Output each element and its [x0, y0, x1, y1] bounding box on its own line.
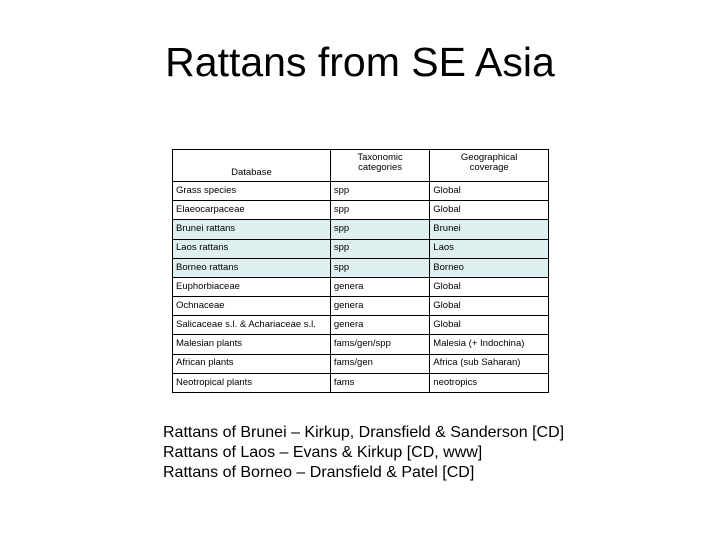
cell-taxonomic: spp — [330, 220, 429, 239]
cell-taxonomic: fams/gen/spp — [330, 335, 429, 354]
page-title: Rattans from SE Asia — [165, 39, 555, 85]
cell-database: Ochnaceae — [173, 297, 331, 316]
cell-database: African plants — [173, 354, 331, 373]
cell-database: Salicaceae s.l. & Achariaceae s.l. — [173, 316, 331, 335]
table-row — [173, 297, 549, 316]
table-row — [173, 335, 549, 354]
header-geographical-coverage: Geographical coverage — [430, 150, 549, 182]
references — [163, 423, 564, 483]
cell-taxonomic: spp — [330, 201, 429, 220]
cell-coverage: Laos — [430, 239, 549, 258]
reference-brunei: Rattans of Brunei – Kirkup, Dransfield & Sanderson [CD] — [163, 424, 565, 441]
table-row — [173, 316, 549, 335]
cell-taxonomic: spp — [330, 182, 429, 201]
table-row — [173, 220, 549, 239]
table-row — [173, 182, 549, 201]
cell-coverage: Brunei — [430, 220, 549, 239]
cell-coverage: Global — [430, 182, 549, 201]
cell-coverage: Malesia (+ Indochina) — [430, 335, 549, 354]
cell-taxonomic: fams/gen — [330, 354, 429, 373]
table-row — [173, 373, 549, 392]
reference-laos: Rattans of Laos – Evans & Kirkup [CD, www] — [163, 444, 483, 461]
cell-database: Grass species — [173, 182, 331, 201]
cell-taxonomic: fams — [330, 373, 429, 392]
cell-taxonomic: genera — [330, 316, 429, 335]
cell-database: Brunei rattans — [173, 220, 331, 239]
table-row — [173, 354, 549, 373]
table-row — [173, 277, 549, 296]
cell-coverage: Global — [430, 297, 549, 316]
table-row — [173, 201, 549, 220]
cell-taxonomic: spp — [330, 258, 429, 277]
cell-coverage: Borneo — [430, 258, 549, 277]
cell-coverage: Africa (sub Saharan) — [430, 354, 549, 373]
table-row — [173, 239, 549, 258]
cell-database: Elaeocarpaceae — [173, 201, 331, 220]
reference-borneo: Rattans of Borneo – Dransfield & Patel [CD] — [163, 464, 475, 481]
cell-database: Euphorbiaceae — [173, 277, 331, 296]
cell-taxonomic: spp — [330, 239, 429, 258]
cell-coverage: Global — [430, 201, 549, 220]
table-row — [173, 258, 549, 277]
header-taxonomic-categories: Taxonomic categories — [330, 150, 429, 182]
header-database: Database — [173, 150, 331, 182]
cell-database: Malesian plants — [173, 335, 331, 354]
cell-coverage: neotropics — [430, 373, 549, 392]
cell-taxonomic: genera — [330, 277, 429, 296]
table-body — [173, 182, 549, 393]
table-header-row — [173, 150, 549, 182]
cell-coverage: Global — [430, 316, 549, 335]
cell-database: Borneo rattans — [173, 258, 331, 277]
cell-database: Neotropical plants — [173, 373, 331, 392]
cell-coverage: Global — [430, 277, 549, 296]
database-table — [172, 149, 549, 393]
cell-database: Laos rattans — [173, 239, 331, 258]
cell-taxonomic: genera — [330, 297, 429, 316]
